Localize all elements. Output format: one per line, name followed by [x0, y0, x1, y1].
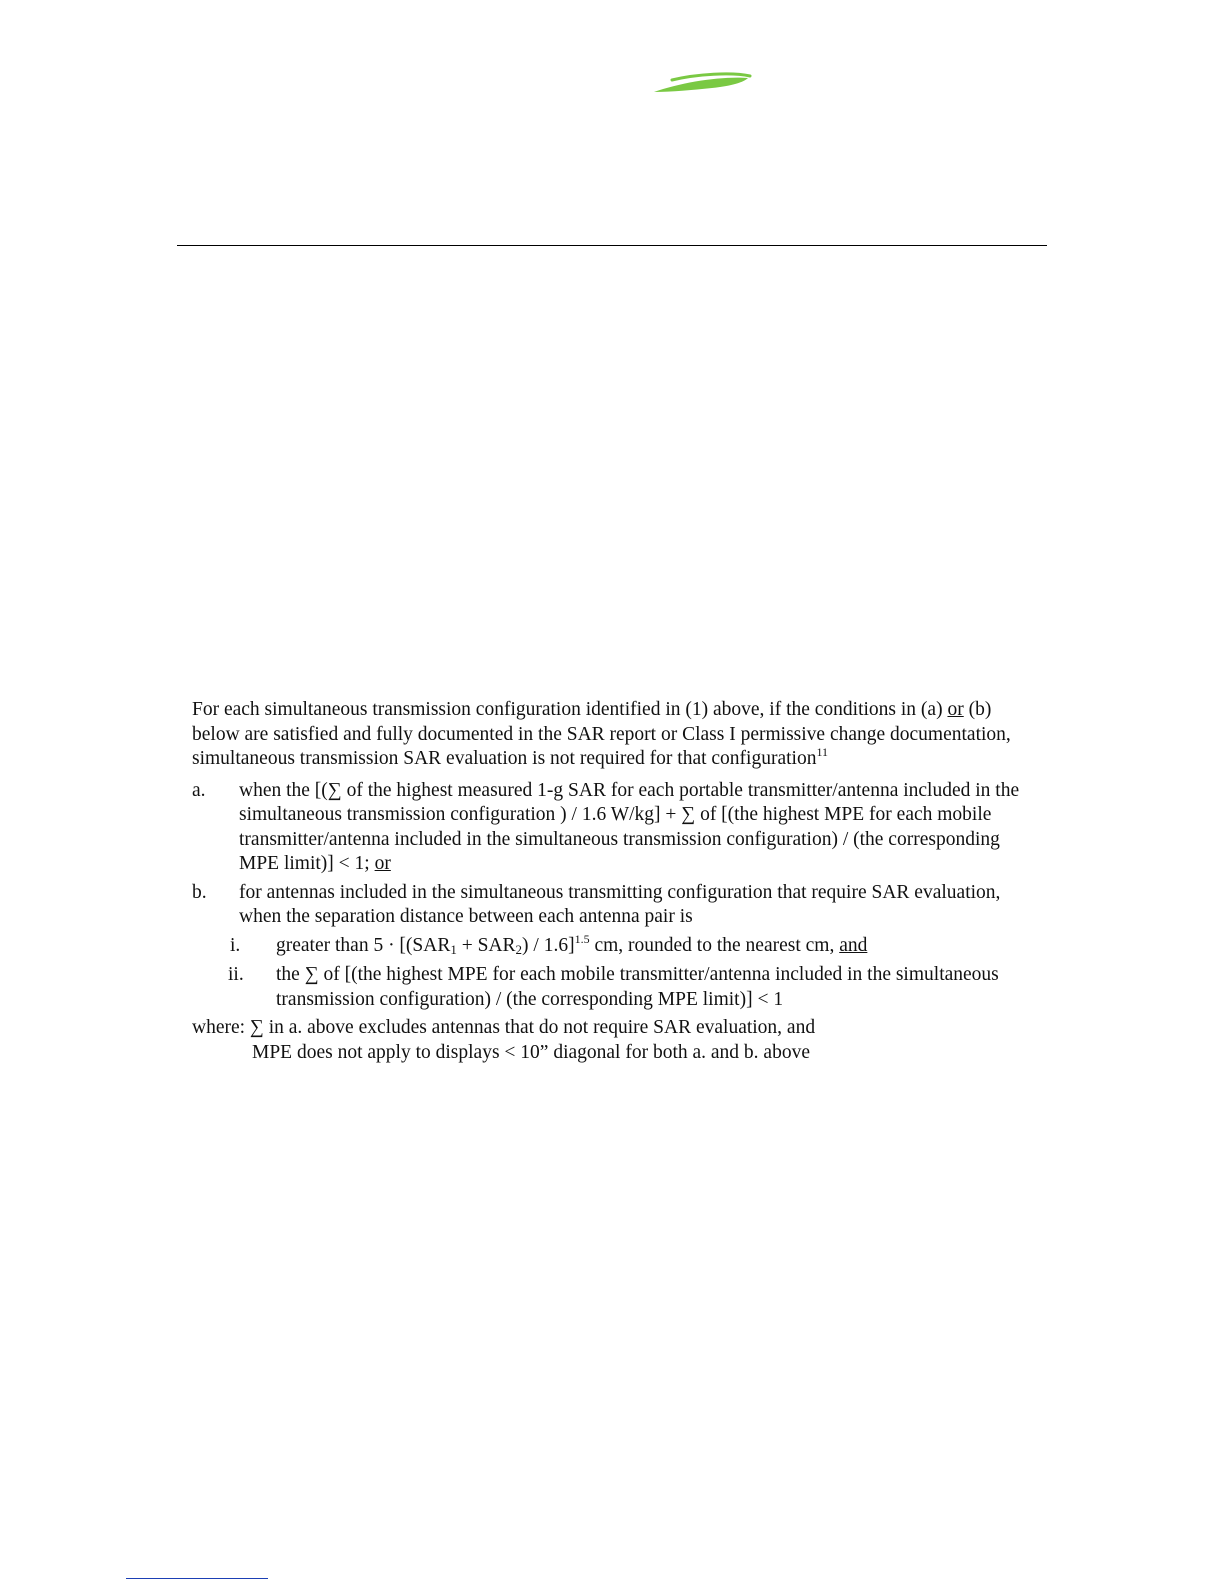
item-marker: a.: [192, 779, 206, 801]
header-divider: [177, 245, 1047, 246]
intro-or: or: [947, 699, 964, 720]
brand-swoosh-logo: [652, 68, 752, 98]
where-line-2: MPE does not apply to displays < 10” diagonal for both a. and b. above: [252, 1041, 810, 1063]
item-i-and: and: [839, 934, 868, 956]
item-marker: b.: [192, 881, 207, 903]
footnote-ref: 11: [816, 745, 829, 759]
intro-paragraph: For each simultaneous transmission configuration identified in (1) above, if the conditions in (a) or (b) below are satisfied and fully documented in the SAR report or Class I permissive change documentation, simultaneous transmission SAR evaluation is not required for that configuration$^{11}$: [192, 699, 1011, 769]
footer-link-underline[interactable]: [126, 1578, 268, 1579]
document-body: [192, 698, 1032, 1065]
where-line-1: where: ∑ in a. above excludes antennas that do not require SAR evaluation, and: [192, 1017, 816, 1038]
list-item-ii: ii. the ∑ of [(the highest MPE for each mobile transmitter/antenna included in the simultaneous transmission configuration) / (the corresponding MPE limit)] < 1: [228, 964, 999, 1010]
item-marker: ii.: [228, 964, 244, 985]
item-marker: i.: [230, 934, 241, 956]
list-item-b: b. for antennas included in the simultaneous transmitting configuration that require SAR evaluation, when the separation distance between each antenna pair is: [192, 881, 1001, 927]
item-a-or: or: [374, 853, 391, 874]
list-item-i: i. greater than $5 \cdot [(SAR_1 + SAR_2) / 1.6]^{1.5}$ cm, rounded to the nearest cm, and: [230, 931, 868, 957]
list-item-a: a. when the [(∑ of the highest measured 1-g SAR for each portable transmitter/antenna included in the simultaneous transmission configuration ) / 1.6 W/kg] + ∑ of [(the highest MPE for each mobile transmitter/antenna included in the simultaneous transmission configuration) / (the corresponding MPE limit)] < 1; or: [192, 779, 1020, 874]
